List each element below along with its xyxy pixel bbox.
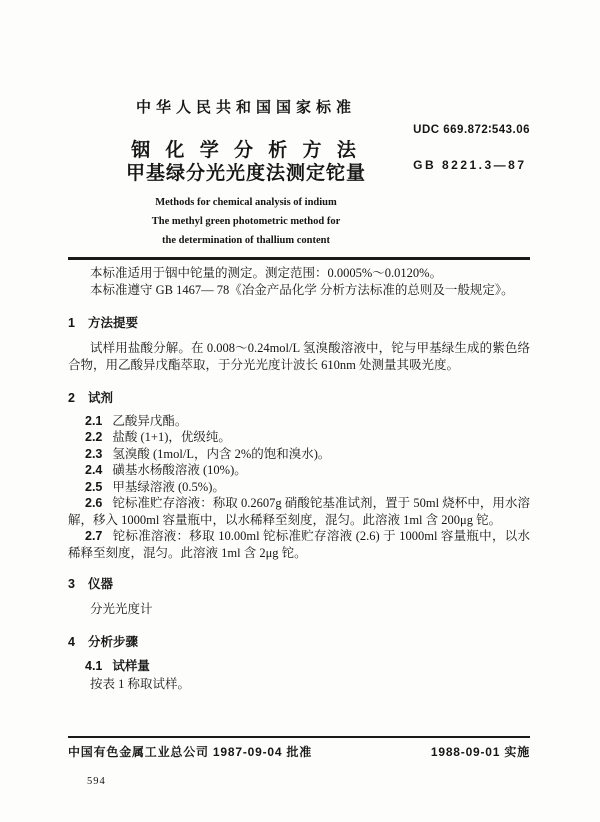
- section-1-heading: [68, 315, 530, 331]
- reagent-item: [68, 413, 530, 430]
- section-4-number: 4: [68, 634, 75, 649]
- section-1-paragraph: 试样用盐酸分解。在 0.008～0.24mol/L 氢溴酸溶液中，铊与甲基绿生成的紫色络合物，用乙酸异戊酯萃取，于分光光度计波长 610nm 处测量其吸光度。: [68, 340, 530, 372]
- reagent-item: [68, 429, 530, 446]
- national-standard-label: 中华人民共和国国家标准: [135, 99, 356, 116]
- reagent-item: [68, 479, 530, 496]
- reagent-item-text: 盐酸 (1+1)，优级纯。: [112, 430, 231, 444]
- reagent-item-text: 铊标准贮存溶液：称取 0.2607g 硝酸铊基准试剂，置于 50ml 烧杯中，用水溶解，移入 1000ml 容量瓶中，以水稀释至刻度，混匀。此溶液 1ml 含 200μg 铊。: [68, 496, 530, 527]
- section-1-body: [68, 340, 530, 375]
- document-title-english: [68, 193, 424, 250]
- reagent-item-text: 氢溴酸 (1mol/L，内含 2%的饱和溴水)。: [112, 446, 331, 461]
- reagent-item-number: 2.7: [85, 529, 103, 543]
- section-2-title: 试剂: [87, 390, 113, 405]
- subsection-4-1-title: 试样量: [112, 658, 150, 673]
- section-2-number: 2: [68, 390, 75, 405]
- document-header: [68, 98, 530, 250]
- section-3-body: [68, 601, 530, 619]
- reagent-item-text: 乙酸异戊酯。: [112, 413, 188, 428]
- reagent-item-number: 2.5: [85, 479, 103, 494]
- standard-code: GB 8221.3—87: [413, 158, 527, 172]
- reagent-item: [68, 528, 530, 561]
- section-3-paragraph: 分光光度计: [90, 602, 153, 616]
- section-1-title: 方法提要: [87, 315, 138, 330]
- document-title-chinese-line2: 甲基绿分光光度法测定铊量: [125, 163, 366, 184]
- section-1-number: 1: [68, 315, 75, 330]
- udc-number: UDC 669.872∶543.06: [413, 124, 530, 136]
- subsection-4-1-body: [68, 676, 530, 694]
- reagent-item: [68, 446, 530, 463]
- english-title-line1: Methods for chemical analysis of indium: [155, 197, 337, 208]
- scope-line-2: 本标准遵守 GB 1467— 78《冶金产品化学 分析方法标准的总则及一般规定》。: [90, 283, 514, 297]
- section-3-title: 仪器: [87, 577, 113, 591]
- reagent-item-number: 2.3: [85, 446, 103, 461]
- subsection-4-1-heading: [68, 658, 530, 675]
- section-3-number: 3: [68, 577, 75, 591]
- section-2-heading: [68, 390, 530, 406]
- reagent-item-number: 2.6: [85, 496, 103, 510]
- page-number: 594: [87, 776, 106, 787]
- english-title-line2: The methyl green photometric method for: [151, 216, 341, 227]
- footer-divider-rule: [68, 736, 530, 738]
- section-2-items: [68, 413, 530, 562]
- scope-paragraphs: [68, 265, 530, 300]
- approval-statement: 中国有色金属工业总公司 1987-09-04 批准: [68, 745, 313, 759]
- subsection-4-1-number: 4.1: [85, 658, 103, 673]
- document-content: [68, 98, 530, 693]
- reagent-item: [68, 495, 530, 528]
- reagent-item-text: 铊标准溶液：移取 10.00ml 铊标准贮存溶液 (2.6) 于 1000ml 容量瓶中，以水稀释至刻度，混匀。此溶液 1ml 含 2μg 铊。: [68, 529, 530, 560]
- title-block: [68, 98, 424, 250]
- document-footer: [68, 743, 530, 760]
- reagent-item-text: 甲基绿溶液 (0.5%)。: [112, 479, 225, 494]
- scope-line-1: 本标准适用于铟中铊量的测定。测定范围：0.0005%～0.0120%。: [90, 265, 443, 280]
- subsection-4-1-paragraph: 按表 1 称取试样。: [90, 676, 191, 691]
- english-title-line3: the determination of thallium content: [162, 235, 330, 246]
- section-3-heading: [68, 576, 530, 592]
- reagent-item-number: 2.1: [85, 413, 103, 428]
- section-4-heading: [68, 634, 530, 650]
- implementation-date: 1988-09-01 实施: [430, 745, 530, 759]
- section-4-title: 分析步骤: [87, 634, 138, 649]
- reagent-item: [68, 462, 530, 479]
- header-divider-rule: [68, 257, 530, 260]
- reagent-item-number: 2.4: [85, 463, 103, 477]
- document-title-chinese-line1: 铟 化 学 分 析 方 法: [131, 140, 361, 161]
- standard-identifiers: [413, 122, 530, 172]
- reagent-item-text: 磺基水杨酸溶液 (10%)。: [112, 463, 247, 477]
- reagent-item-number: 2.2: [85, 430, 103, 444]
